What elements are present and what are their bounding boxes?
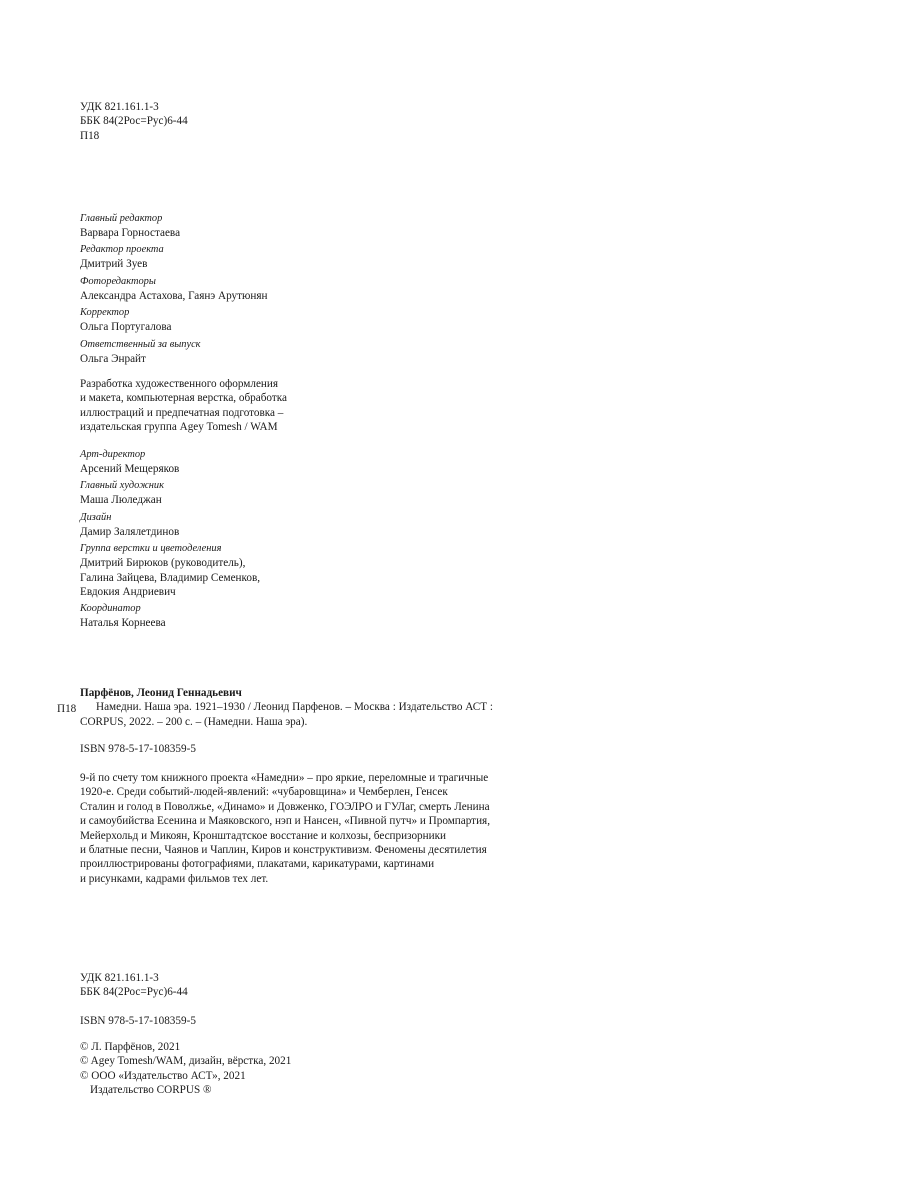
udk-code: УДК 821.161.1-3	[80, 101, 159, 113]
catalog-isbn: ISBN 978-5-17-108359-5	[80, 743, 196, 755]
credit-layout-group	[80, 542, 510, 599]
credit-name: Варвара Горностаева	[80, 227, 181, 239]
credit-label: Фоторедакторы	[80, 275, 156, 287]
credit-photo-editors	[80, 275, 510, 303]
copyright-line: © ООО «Издательство АСТ», 2021	[80, 1069, 246, 1082]
credit-name: Дмитрий Бирюков (руководитель),	[80, 557, 246, 570]
abstract-line: и самоубийства Есенина и Маяковского, нэп и Нансен, «Пивной путч» и Промпартия,	[80, 815, 490, 828]
credit-chief-artist	[80, 479, 510, 507]
top-classification-codes	[80, 100, 188, 143]
credit-label: Корректор	[80, 307, 130, 319]
catalog-author-sign: П18	[57, 703, 77, 715]
credit-name: Наталья Корнеева	[80, 617, 166, 630]
bottom-isbn: ISBN 978-5-17-108359-5	[80, 1015, 196, 1027]
copyright-line: © Agey Tomesh/WAM, дизайн, вёрстка, 2021	[80, 1055, 292, 1068]
credit-label: Координатор	[80, 603, 141, 615]
abstract-line: Сталин и голод в Поволжье, «Динамо» и Довженко, ГОЭЛРО и ГУЛаг, смерть Ленина	[80, 800, 490, 813]
credit-label: Арт-директор	[80, 449, 146, 460]
udk-code: УДК 821.161.1-3	[80, 972, 159, 984]
credit-chief-editor	[80, 212, 510, 240]
design-dev-line: и макета, компьютерная верстка, обработка	[80, 392, 287, 405]
credit-label: Дизайн	[80, 511, 112, 523]
bbk-code: ББК 84(2Рос=Рус)6-44	[80, 986, 188, 999]
abstract-line: проиллюстрированы фотографиями, плакатами, карикатурами, картинами	[80, 858, 435, 871]
design-development-note	[80, 377, 287, 435]
editorial-credits	[80, 212, 510, 369]
book-abstract	[80, 771, 520, 886]
copyright-line: © Л. Парфёнов, 2021	[80, 1041, 181, 1053]
credit-name: Маша Люледжан	[80, 494, 162, 507]
design-dev-line: издательская группа Agey Tomesh / WAM	[80, 421, 278, 434]
publisher-name: Издательство CORPUS ®	[90, 1084, 212, 1097]
abstract-line: 1920-е. Среди событий-людей-явлений: «чубаровщина» и Чемберлен, Генсек	[80, 786, 448, 799]
design-dev-line: иллюстраций и предпечатная подготовка –	[80, 406, 284, 419]
credit-label: Ответственный за выпуск	[80, 338, 201, 350]
credit-label: Главный редактор	[80, 213, 163, 224]
catalog-author: Парфёнов, Леонид Геннадьевич	[80, 687, 242, 699]
bottom-classification-codes	[80, 971, 188, 1000]
abstract-line: и рисунками, кадрами фильмов тех лет.	[80, 872, 269, 885]
credit-label: Группа верстки и цветоделения	[80, 543, 222, 555]
catalog-description-line: Намедни. Наша эра. 1921–1930 / Леонид Парфенов. – Москва : Издательство АСТ :	[96, 701, 493, 714]
credit-art-director	[80, 448, 510, 476]
credit-name: Галина Зайцева, Владимир Семенков,	[80, 571, 261, 584]
credit-name: Дмитрий Зуев	[80, 258, 148, 271]
design-dev-line: Разработка художественного оформления	[80, 378, 279, 390]
credit-name: Александра Астахова, Гаянэ Арутюнян	[80, 289, 268, 302]
abstract-line: и блатные песни, Чаянов и Чаплин, Киров и конструктивизм. Феномены десятилетия	[80, 844, 487, 857]
credit-release-manager	[80, 338, 510, 366]
catalog-entry	[80, 686, 520, 729]
credit-name: Ольга Энрайт	[80, 352, 146, 365]
credit-proofreader	[80, 306, 510, 334]
credit-label: Главный художник	[80, 480, 164, 492]
catalog-description-line: CORPUS, 2022. – 200 с. – (Намедни. Наша эра).	[80, 715, 308, 728]
copyright-notices	[80, 1040, 291, 1098]
abstract-line: 9-й по счету том книжного проекта «Намедни» – про яркие, переломные и трагичные	[80, 772, 489, 784]
credit-label: Редактор проекта	[80, 244, 164, 256]
author-sign: П18	[80, 129, 100, 142]
design-credits	[80, 448, 510, 634]
abstract-line: Мейерхольд и Микоян, Кронштадтское восстание и колхозы, беспризорники	[80, 829, 447, 842]
credit-name: Евдокия Андриевич	[80, 586, 176, 599]
bbk-code: ББК 84(2Рос=Рус)6-44	[80, 115, 188, 128]
credit-coordinator	[80, 602, 510, 630]
credit-project-editor	[80, 243, 510, 271]
credit-name: Дамир Залялетдинов	[80, 525, 180, 538]
credit-name: Арсений Мещеряков	[80, 463, 180, 475]
credit-name: Ольга Португалова	[80, 321, 172, 334]
credit-design	[80, 511, 510, 539]
